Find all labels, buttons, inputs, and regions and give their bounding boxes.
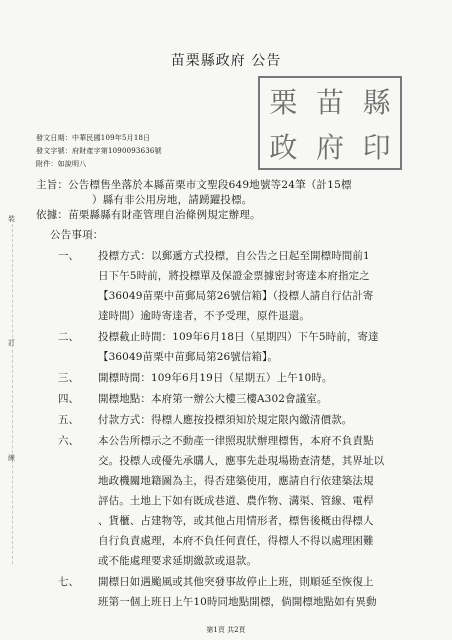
announcement-item [58, 246, 428, 326]
seal-char: 栗 [269, 85, 298, 119]
item-line: 評估。土地上下如有既成巷道、農作物、溝渠、管線、電桿 [98, 495, 374, 507]
item-body [98, 246, 428, 326]
item-body [98, 368, 428, 388]
item-line: 【36049苗栗中苗郵局第26號信箱】（投標人請自行估計寄 [98, 290, 374, 302]
item-line: 開標日如遇颱風或其他突發事故停止上班，則順延至恢復上 [98, 576, 374, 588]
item-line: 投標方式：以郵遞方式投標，自公告之日起至開標時間前1 [98, 250, 370, 262]
item-number: 六、 [58, 435, 79, 447]
item-number: 三、 [58, 372, 79, 384]
item-body [98, 389, 428, 409]
document-title: 苗栗縣政府 公告 [170, 53, 282, 69]
item-line: 投標截止時間：109年6月18日（星期四）下午5時前，寄達 [98, 331, 379, 343]
item-line: 開標地點：本府第一辦公大樓三樓A302會議室。 [98, 393, 328, 405]
item-line: 交。投標人或優先承購人，應事先赴現場勘查清楚，其界址以 [98, 455, 385, 467]
item-body [98, 431, 428, 571]
seal-char: 苗 [315, 85, 344, 119]
item-line: 付款方式：得標人應按投標須知於規定限內繳清價款。 [98, 414, 353, 426]
attachment-note: 附件：如說明八 [36, 160, 87, 168]
item-body [98, 410, 428, 430]
item-body [98, 327, 428, 367]
issue-date: 發文日期：中華民國109年5月18日 [36, 134, 151, 142]
page-number: 第1頁 共2頁 [206, 626, 246, 634]
official-seal-icon [258, 76, 402, 170]
basis-line: 依據：苗栗縣縣有財產管理自治條例規定辦理。 [36, 209, 261, 221]
margin-mark: 裝 [8, 215, 15, 223]
item-line: 地政機關地籍圖為主，得否建築使用，應請自行依建築法規 [98, 475, 374, 487]
items-heading: 公告事項： [50, 229, 104, 241]
announcement-item [58, 572, 428, 612]
subject-continuation: ）縣有非公用房地，請踴躍投標。 [92, 194, 253, 206]
announcement-item [58, 410, 428, 430]
item-line: 達時間）逾時寄達者，不予受理，原件退還。 [98, 310, 310, 322]
margin-mark: 訂 [8, 339, 15, 347]
item-line: 、貨櫃、占建物等，或其他占用情形者，標售後概由得標人 [98, 515, 374, 527]
item-line: 班第一個上班日上午10時同地點開標，倘開標地點如有異動 [98, 596, 377, 608]
item-line: 【36049苗栗中苗郵局第26號信箱】。 [98, 351, 279, 363]
item-number: 四、 [58, 393, 79, 405]
announcement-item [58, 431, 428, 571]
item-line: 日下午5時前，將投標單及保證金票據密封寄達本府指定之 [98, 270, 370, 282]
binding-line [12, 224, 13, 564]
seal-char: 印 [362, 130, 391, 164]
announcement-item [58, 389, 428, 409]
item-number: 五、 [58, 414, 79, 426]
announcement-item [58, 368, 428, 388]
item-line: 開標時間：109年6月19日（星期五）上午10時。 [98, 372, 333, 384]
item-number: 七、 [58, 576, 79, 588]
margin-mark: 線 [8, 454, 15, 462]
item-line: 自行負責處理，本府不負任何責任，得標人不得以處理困難 [98, 535, 374, 547]
announcement-item [58, 327, 428, 367]
seal-char: 府 [315, 130, 344, 164]
item-line: 或不能處理要求延期繳款或退款。 [98, 555, 257, 567]
document-number: 發文字號：府財產字第1090093636號 [36, 147, 162, 155]
item-body [98, 572, 428, 612]
item-number: 一、 [58, 250, 79, 262]
seal-char: 縣 [362, 85, 391, 119]
item-line: 本公告所標示之不動產一律照現狀辦理標售，本府不負責點 [98, 435, 374, 447]
seal-char: 政 [269, 130, 298, 164]
subject-line: 主旨：公告標售坐落於本縣苗栗市文聖段649地號等24筆（計15標 [36, 179, 352, 191]
item-number: 二、 [58, 331, 79, 343]
